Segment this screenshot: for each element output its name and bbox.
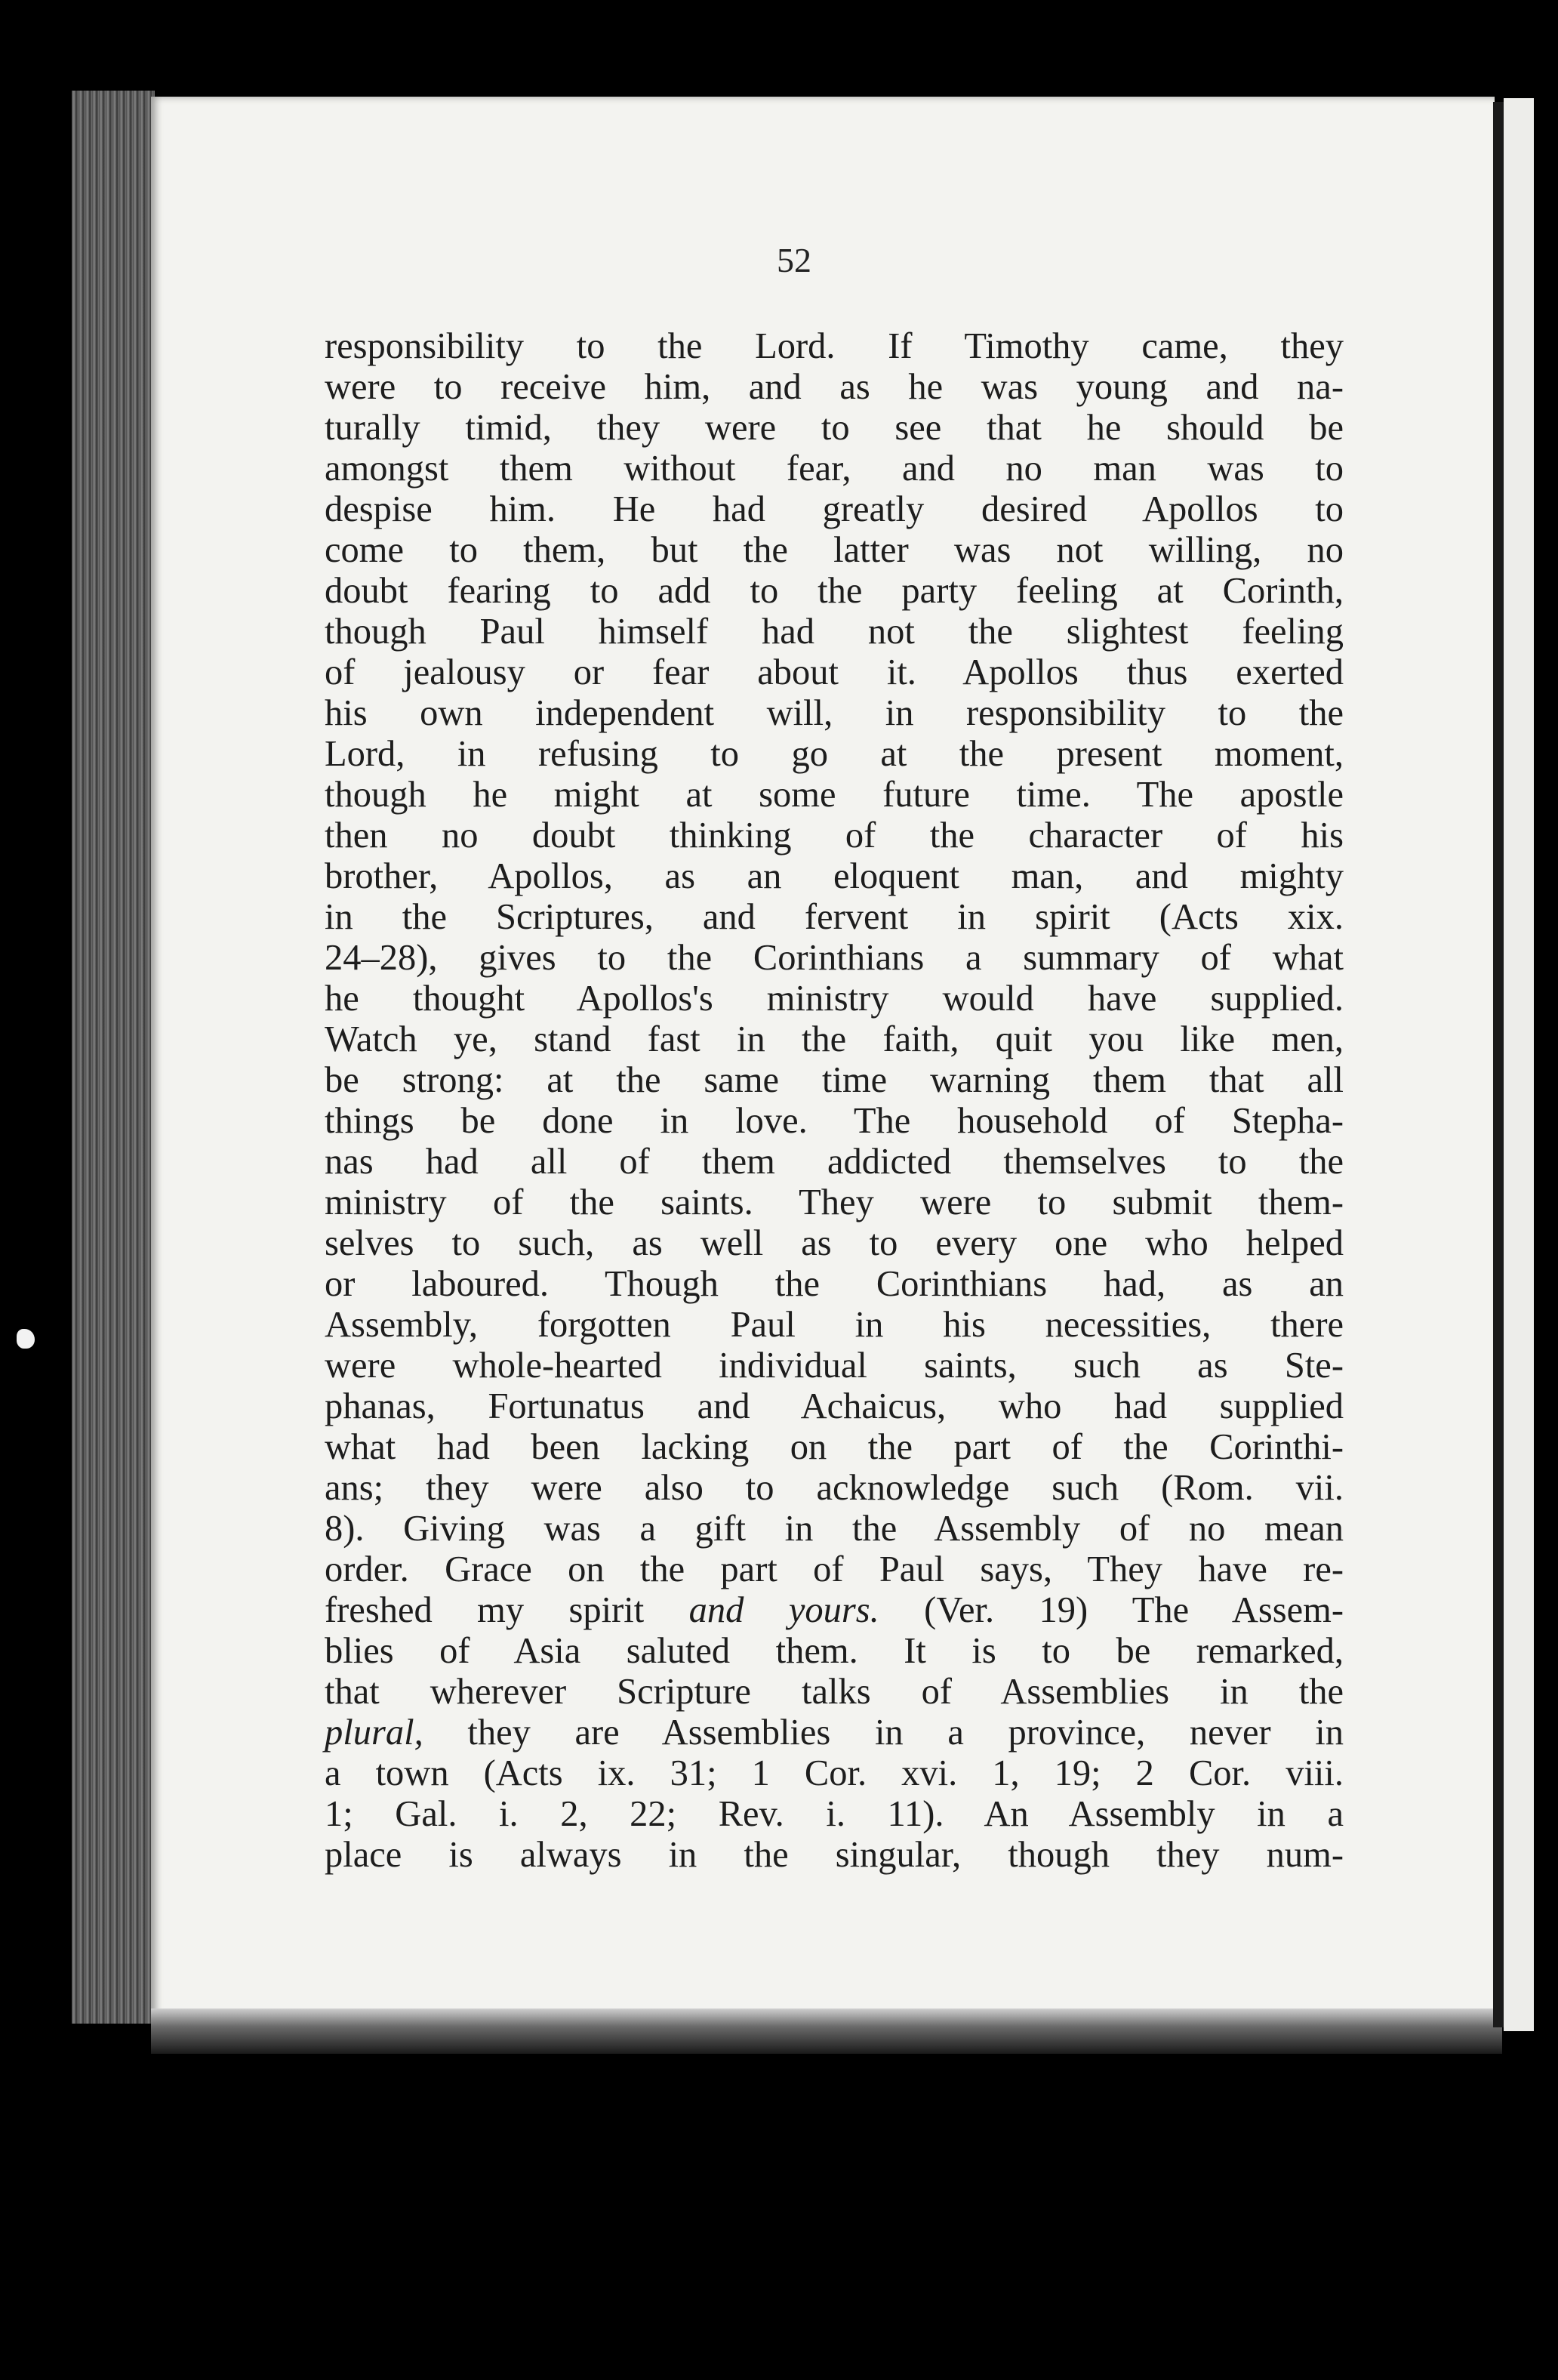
text-line: responsibility to the Lord. If Timothy came, they (325, 326, 1344, 366)
text-line: place is always in the singular, though they num- (325, 1835, 1344, 1875)
text-line: things be done in love. The household of Stepha- (325, 1101, 1344, 1141)
page-number: 52 (777, 241, 811, 279)
text-line: nas had all of them addicted themselves to the (325, 1142, 1344, 1182)
page-bottom-edge (151, 2009, 1502, 2054)
text-line: were whole-hearted individual saints, such as Ste- (325, 1346, 1344, 1386)
facing-page-edge (1504, 98, 1534, 2031)
text-line: Assembly, forgotten Paul in his necessities, there (325, 1305, 1344, 1345)
text-line: ans; they were also to acknowledge such (Rom. vii. (325, 1468, 1344, 1508)
text-line: though he might at some future time. The apostle (325, 775, 1344, 815)
text-segment: (Ver. 19) The Assem- (924, 1590, 1344, 1630)
text-line: despise him. He had greatly desired Apollos to (325, 489, 1344, 529)
text-segment: freshed my spirit (325, 1590, 645, 1630)
text-line: or laboured. Though the Corinthians had, as an (325, 1264, 1344, 1304)
text-line: phanas, Fortunatus and Achaicus, who had supplied (325, 1386, 1344, 1426)
text-line: brother, Apollos, as an eloquent man, and mighty (325, 856, 1344, 896)
italic-word: plural, (325, 1713, 423, 1753)
text-line: ministry of the saints. They were to submit them- (325, 1182, 1344, 1222)
text-line: 24–28), gives to the Corinthians a summary of what (325, 938, 1344, 978)
text-line: come to them, but the latter was not willing, no (325, 530, 1344, 570)
text-line: order. Grace on the part of Paul says, They have re- (325, 1549, 1344, 1589)
text-line: 8). Giving was a gift in the Assembly of no mean (325, 1509, 1344, 1549)
text-line: be strong: at the same time warning them that all (325, 1060, 1344, 1100)
text-segment: they are Assemblies in a province, never in (467, 1713, 1344, 1753)
scan-speck (17, 1329, 35, 1349)
body-text (325, 326, 1344, 1876)
gutter-shadow (1493, 102, 1504, 2027)
text-line: of jealousy or fear about it. Apollos thus exerted (325, 652, 1344, 692)
text-line: he thought Apollos's ministry would have supplied. (325, 979, 1344, 1019)
text-line: were to receive him, and as he was young and na- (325, 367, 1344, 407)
text-line: though Paul himself had not the slightest feeling (325, 612, 1344, 652)
text-line: doubt fearing to add to the party feeling at Corinth, (325, 571, 1344, 611)
text-line: Lord, in refusing to go at the present moment, (325, 734, 1344, 774)
text-line-mixed (325, 1713, 1344, 1753)
text-line: in the Scriptures, and fervent in spirit (Acts xix. (325, 897, 1344, 937)
text-line: a town (Acts ix. 31; 1 Cor. xvi. 1, 19; 2 Cor. viii. (325, 1753, 1344, 1793)
text-line: Watch ye, stand fast in the faith, quit you like men, (325, 1019, 1344, 1059)
text-line: amongst them without fear, and no man was to (325, 449, 1344, 489)
text-line: 1; Gal. i. 2, 22; Rev. i. 11). An Assembly in a (325, 1794, 1344, 1834)
text-line: blies of Asia saluted them. It is to be remarked, (325, 1631, 1344, 1671)
text-line: that wherever Scripture talks of Assemblies in the (325, 1672, 1344, 1712)
text-line: turally timid, they were to see that he should be (325, 408, 1344, 448)
text-line: what had been lacking on the part of the Corinthi- (325, 1427, 1344, 1467)
text-line: selves to such, as well as to every one who helped (325, 1223, 1344, 1263)
text-line-mixed (325, 1590, 1344, 1631)
text-line: his own independent will, in responsibility to the (325, 693, 1344, 733)
italic-phrase: and yours. (688, 1590, 879, 1630)
page-edge-stack (72, 91, 155, 2024)
text-line: then no doubt thinking of the character of his (325, 815, 1344, 856)
